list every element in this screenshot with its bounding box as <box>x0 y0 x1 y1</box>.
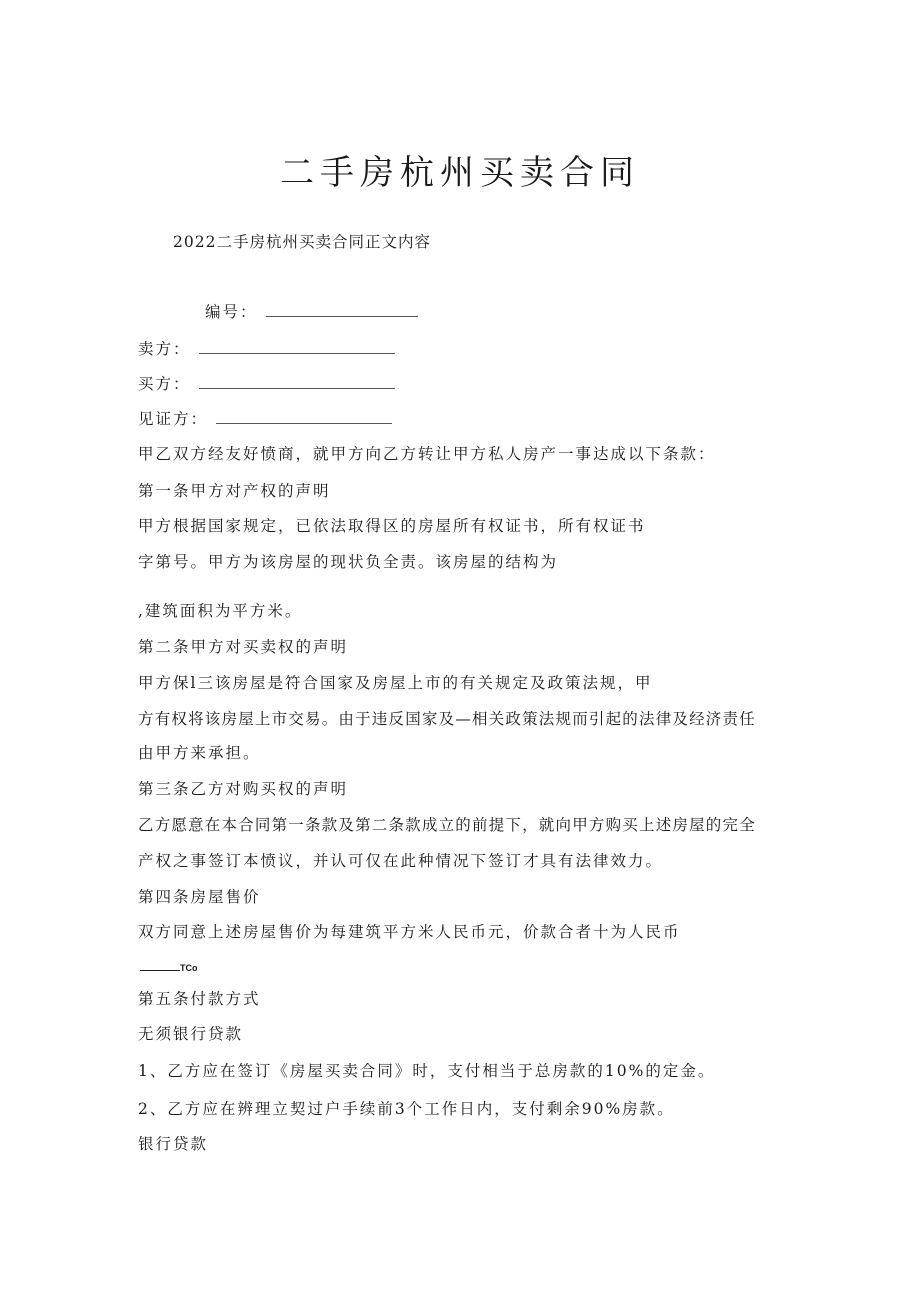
paragraph: 无须银行贷款 <box>138 1025 244 1043</box>
paragraph: 银行贷款 <box>138 1135 209 1153</box>
seller-label: 卖方： <box>138 340 191 358</box>
clause-heading: 第一条甲方对产权的声明 <box>138 482 331 500</box>
paragraph: 甲方根据国家规定，已依法取得区的房屋所有权证书，所有权证书 <box>138 517 646 535</box>
document-subtitle: 2022二手房杭州买卖合同正文内容 <box>173 233 431 251</box>
clause-heading: 第二条甲方对买卖权的声明 <box>138 638 349 656</box>
witness-row <box>138 409 392 429</box>
witness-label: 见证方： <box>138 410 209 428</box>
number-row <box>205 302 418 322</box>
paragraph: 方有权将该房屋上市交易。由于违反国家及—相关政策法规而引起的法律及经济责任 <box>138 710 756 728</box>
paragraph: 字第号。甲方为该房屋的现状负全责。该房屋的结构为 <box>138 553 559 571</box>
price-blank <box>140 964 180 971</box>
paragraph: 2、乙方应在辨理立契过户手续前3个工作日内，支付剩余90%房款。 <box>138 1100 675 1118</box>
paragraph: 由甲方来承担。 <box>138 744 261 762</box>
buyer-row <box>138 374 395 394</box>
paragraph: 产权之事签订本愤议，并认可仅在此种情况下签订才具有法律效力。 <box>138 852 664 870</box>
tco-text: TCo <box>180 963 198 973</box>
paragraph: 乙方愿意在本合同第一条款及第二条款成立的前提下，就向甲方购买上述房屋的完全 <box>138 816 756 834</box>
price-blank-row <box>140 963 198 973</box>
seller-blank <box>199 341 395 354</box>
buyer-label: 买方： <box>138 375 191 393</box>
paragraph: 1、乙方应在签订《房屋买卖合同》时，支付相当于总房款的10%的定金。 <box>138 1062 716 1080</box>
document-title: 二手房杭州买卖合同 <box>280 153 640 193</box>
paragraph: 甲乙双方经友好愤商，就甲方向乙方转让甲方私人房产一事达成以下条款： <box>138 445 716 463</box>
witness-blank <box>216 411 392 424</box>
buyer-blank <box>199 376 395 389</box>
paragraph: ,建筑面积为平方米。 <box>138 602 303 620</box>
number-label: 编号： <box>205 303 258 321</box>
paragraph: 双方同意上述房屋售价为每建筑平方米人民币元，价款合者十为人民币 <box>138 923 681 941</box>
clause-heading: 第五条付款方式 <box>138 990 261 1008</box>
clause-heading: 第三条乙方对购买权的声明 <box>138 780 349 798</box>
clause-heading: 第四条房屋售价 <box>138 888 261 906</box>
seller-row <box>138 339 395 359</box>
number-blank <box>266 304 418 317</box>
paragraph: 甲方保l三该房屋是符合国家及房屋上市的有关规定及政策法规，甲 <box>138 674 653 692</box>
